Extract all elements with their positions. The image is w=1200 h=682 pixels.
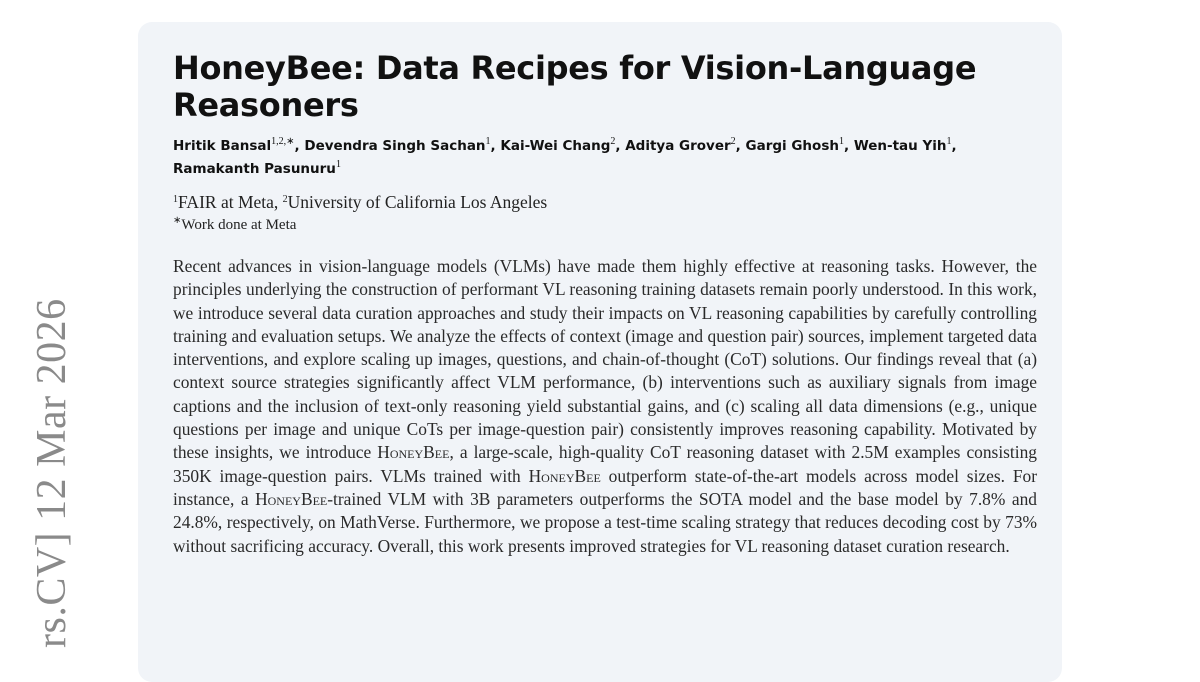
author: Hritik Bansal$^{1,2,∗}$ bbox=[173, 136, 295, 154]
affiliations: $^1$FAIR at Meta, $^2$University of California Los Angeles bbox=[173, 192, 548, 212]
author: Devendra Singh Sachan$^1$ bbox=[304, 136, 491, 154]
footnote-work-done: ∗Work done at Meta bbox=[173, 215, 297, 233]
paper-header-card bbox=[138, 22, 1062, 682]
author: Ramakanth Pasunuru$^1$ bbox=[173, 159, 341, 177]
dataset-name: HoneyBee bbox=[528, 465, 601, 486]
abstract: Recent advances in vision-language models (VLMs) have made them highly effective at reasoning tasks. However, the principles underlying the construction of performant VL reasoning training datasets remain poorly understood. In this work, we introduce several data curation approaches and study their impacts on VL reasoning capabilities by carefully controlling training and evaluation setups. We analyze the effects of context (image and question pair) sources, implement targeted data interventions, and explore scaling up images, questions, and chain-of-thought (CoT) solutions. Our findings reveal that (a) context source strategies significantly affect VLM performance, (b) interventions such as auxiliary signals from image captions and the inclusion of text-only reasoning yield substantial gains, and (c) scaling all data dimensions (e.g., unique questions per image and unique CoTs per image-question pair) consistently improves reasoning capability. Motivated by these insights, we introduce HoneyBee, a large-scale, high-quality CoT reasoning dataset with 2.5M examples consisting 350K image-question pairs. VLMs trained with HoneyBee outperform state-of-the-art models across model sizes. For instance, a HoneyBee-trained VLM with 3B parameters outperforms the SOTA model and the base model by 7.8% and 24.8%, respectively, on MathVerse. Furthermore, we propose a test-time scaling strategy that reduces decoding cost by 73% without sacrificing accuracy. Overall, this work presents improved strategies for VL reasoning dataset curation research. bbox=[173, 256, 1037, 556]
author: Kai-Wei Chang$^2$ bbox=[500, 136, 616, 154]
author: Gargi Ghosh$^1$ bbox=[745, 136, 844, 154]
paper-title: HoneyBee: Data Recipes for Vision-Language Reasoners bbox=[173, 49, 977, 124]
dataset-name: HoneyBee bbox=[255, 488, 328, 509]
affiliation: FAIR at Meta bbox=[178, 192, 274, 212]
author: Wen-tau Yih$^1$ bbox=[853, 136, 952, 154]
author-list: Hritik Bansal$^{1,2,∗}$, Devendra Singh Sachan$^1$, Kai-Wei Chang$^2$, Aditya Grover$^2$, Gargi Ghosh$^1$, Wen-tau Yih$^1$, Ramakanth Pasunuru$^1$ bbox=[173, 136, 957, 177]
affiliation: University of California Los Angeles bbox=[287, 192, 548, 212]
paper-content bbox=[173, 50, 1037, 558]
dataset-name: HoneyBee bbox=[377, 442, 450, 463]
arxiv-identifier-stamp: rs.CV] 12 Mar 2026 bbox=[29, 298, 75, 648]
author: Aditya Grover$^2$ bbox=[625, 136, 736, 154]
